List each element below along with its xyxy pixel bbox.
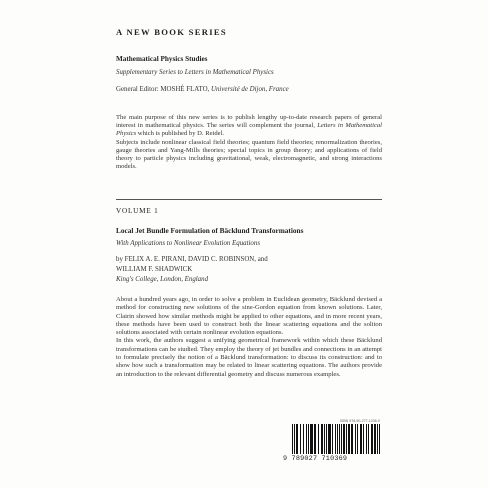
barcode-bar — [314, 424, 316, 454]
barcode-bar — [346, 424, 347, 454]
barcode-bar — [335, 424, 336, 454]
series-description — [116, 114, 382, 171]
barcode-bar — [337, 424, 338, 454]
barcode-bar — [326, 424, 327, 454]
barcode-graphic — [291, 424, 381, 454]
barcode-bar — [368, 424, 369, 454]
series-heading: A NEW BOOK SERIES — [116, 27, 228, 37]
barcode-bar — [292, 424, 293, 454]
barcode-bar — [348, 424, 350, 454]
barcode-bar — [355, 424, 356, 454]
isbn-label: ISBN 978-90-277-1036-9 — [339, 419, 380, 423]
description-paragraph-2: Subjects include nonlinear classical field theories; quantum field theories; renormalization theories, gauge theories and Yang-Mills theories; special topics in group theory; and applications of field theory to particle physics including gravitational, weak, electromagnetic, and strong interactions models. — [116, 138, 382, 171]
barcode-bar — [343, 424, 345, 454]
barcode-bar — [310, 424, 313, 454]
barcode-bar — [371, 424, 373, 454]
barcode-bar — [300, 424, 301, 454]
journal-name: Letters in Mathematical Physics — [116, 122, 382, 138]
abstract-paragraph-2: In this work, the authors suggest a unifying geometrical framework within which these Bäcklund transformations can be studied. They employ the theory of jet bundles and connections in an attempt to formulate precisely the notion of a Bäcklund transformation: to discuss its construction: and to show how such a transformation may be related to linear scattering equations. The authors provide an introduction to the relevant differential geometry and discuss numerous examples. — [116, 337, 382, 378]
barcode-bar — [306, 424, 307, 454]
barcode-bar — [308, 424, 309, 454]
barcode-bar — [303, 424, 304, 454]
book-subtitle: With Applications to Nonlinear Evolution Equations — [116, 240, 260, 247]
barcode-bar — [339, 424, 340, 454]
editor-affiliation: Université de Dijon, France — [211, 86, 289, 93]
barcode-bar — [321, 424, 323, 454]
barcode-digits: 9 789027 710369 — [283, 455, 348, 463]
barcode-bar — [318, 424, 319, 454]
book-title: Local Jet Bundle Formulation of Bäcklund Transformations — [116, 226, 304, 235]
barcode-bar — [360, 424, 362, 454]
barcode-bar — [328, 424, 331, 454]
authors-block — [116, 255, 268, 285]
description-text-a: The main purpose of this new series is to publish lengthy up-to-date research papers of general interest in mathematical physics. The series will complement the journal, — [116, 114, 382, 130]
barcode-bar — [296, 424, 298, 454]
barcode-bar — [324, 424, 325, 454]
editor-label: General Editor: MOSHÉ FLATO, — [116, 86, 211, 93]
authors-line-1: by FELIX A. E. PIRANI, DAVID C. ROBINSON, and — [116, 256, 268, 263]
barcode-bar — [341, 424, 342, 454]
barcode-bar — [374, 424, 376, 454]
volume-label: VOLUME 1 — [116, 207, 159, 215]
barcode-bar — [332, 424, 333, 454]
abstract-paragraph-1: About a hundred years ago, in order to solve a problem in Euclidean geometry, Bäcklund devised a method for constructing new solutions of the sine-Gordon equation from known solutions. Later, Clairin showed how similar methods might be applied to other equations, and in more recent years, these methods have been used to construct both the linear scattering equations and the soliton solutions associated with certain nonlinear evolution equations. — [116, 296, 382, 337]
series-editor — [116, 86, 289, 93]
series-title: Mathematical Physics Studies — [116, 55, 208, 63]
authors-affiliation: King's College, London, England — [116, 276, 209, 283]
barcode-bar — [351, 424, 353, 454]
authors-line-2: WILLIAM F. SHADWICK — [116, 266, 193, 273]
description-text-b: which is published by D. Reidel. — [136, 130, 225, 138]
barcode-bar — [357, 424, 358, 454]
barcode-bar — [363, 424, 364, 454]
series-subtitle: Supplementary Series to Letters in Mathematical Physics — [116, 69, 274, 76]
description-paragraph-1 — [116, 114, 382, 139]
barcode-bar — [377, 424, 378, 454]
barcode-bar — [366, 424, 367, 454]
section-divider — [116, 199, 382, 200]
book-abstract — [116, 296, 382, 379]
barcode-bar — [379, 424, 380, 454]
barcode-bar — [294, 424, 295, 454]
